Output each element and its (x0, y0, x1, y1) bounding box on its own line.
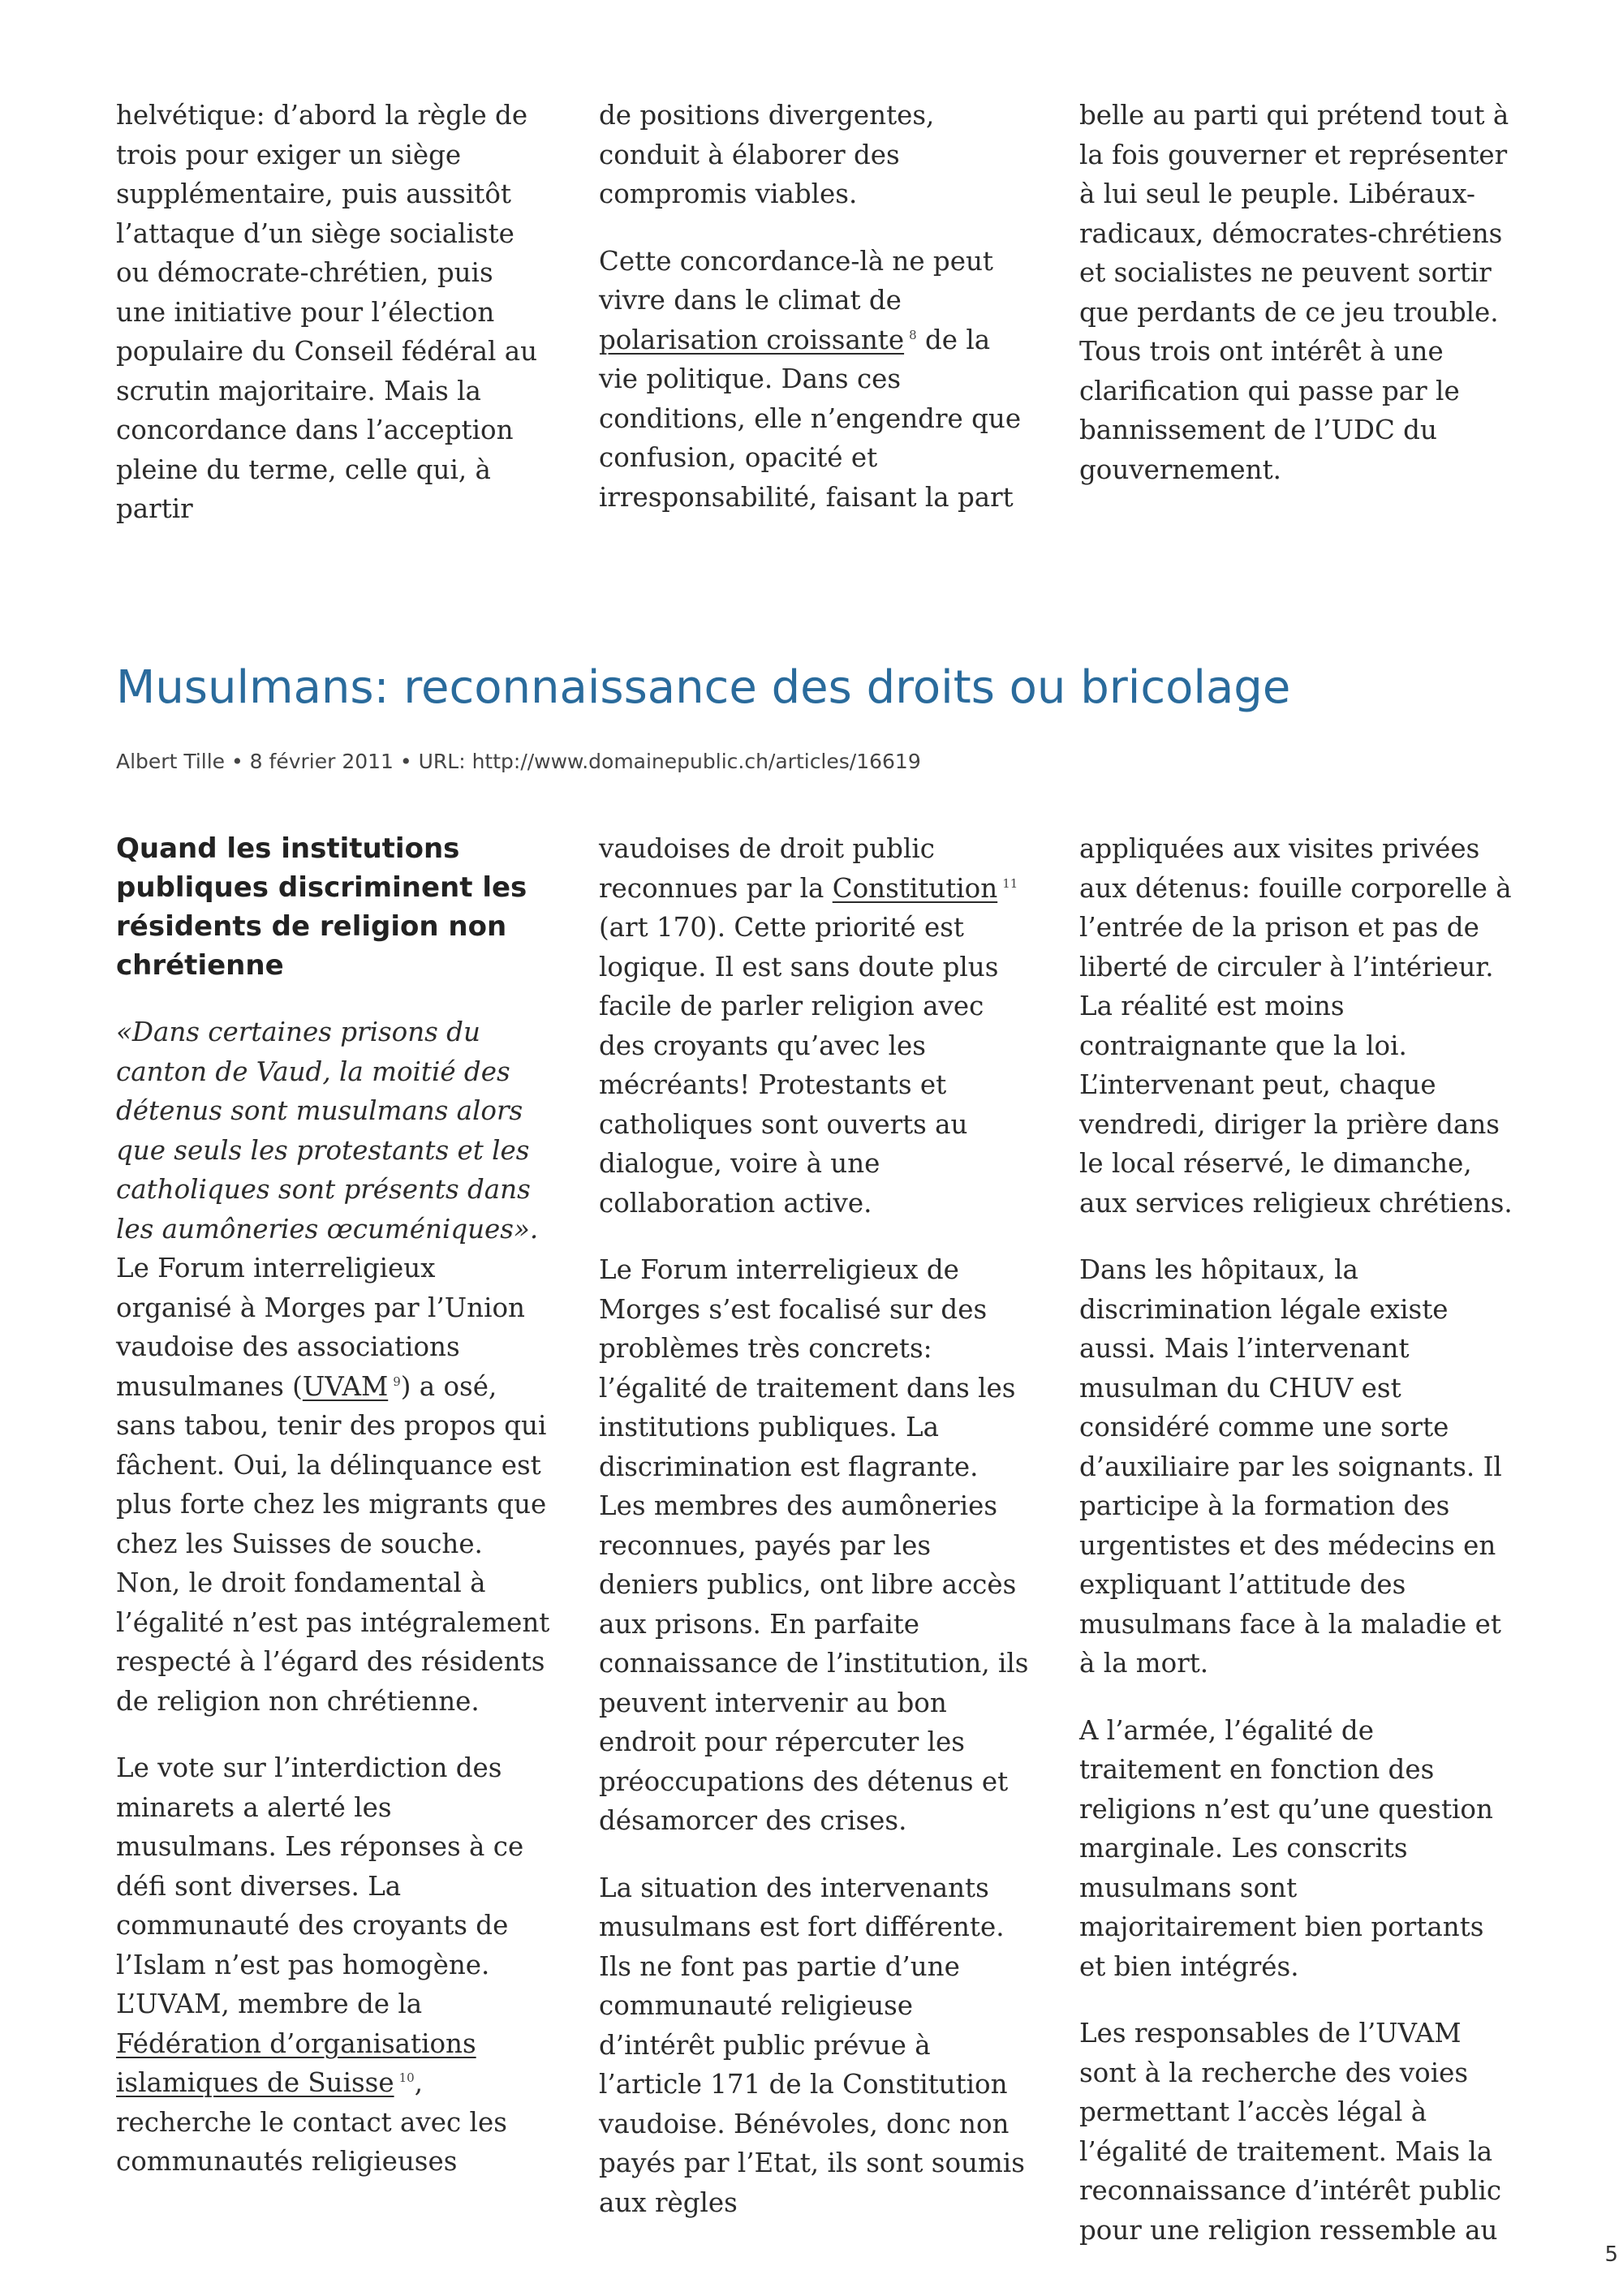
page-number: 5 (1604, 2242, 1618, 2267)
footnote-marker: 9 (393, 1374, 401, 1389)
top-column-1 (116, 96, 550, 557)
top-column-3 (1079, 96, 1513, 517)
paragraph: La situation des intervenants musulmans est fort différente. Ils ne font pas partie d’une communauté religieuse d’intérêt public prévue à l’article 171 de la Constitution vaudoise. Bénévoles, donc non payés par l’Etat, ils sont soumis aux règles (599, 1872, 1025, 2218)
link-polarisation[interactable]: polarisation croissante (599, 324, 905, 355)
footnote-marker: 10 (398, 2070, 415, 2086)
text-run: ) a osé, sans tabou, tenir des propos qui fâchent. Oui, la délinquance est plus forte chez les migrants que chez les Suisses de souche. Non, le droit fondamental à l’égalité n’est pas intégralement respecté à l’égard des résidents de religion non chrétienne. (116, 1370, 550, 1717)
paragraph: Les responsables de l’UVAM sont à la recherche des voies permettant l’accès légal à l’égalité de traitement. Mais la reconnaissance d’intérêt public pour une religion ressemble au (1079, 2018, 1502, 2246)
article-subhead: Quand les institutions publiques discriminent les résidents de religion non chrétienne (116, 832, 527, 982)
text-run: Le Forum interreligieux organisé à Morges par l’Union vaudoise des associations musulmanes ( (116, 1253, 525, 1402)
paragraph (599, 829, 1033, 1223)
text-run: Le vote sur l’interdiction des minarets a alerté les musulmans. Les réponses à ce défi sont diverses. La communauté des croyants de l’Islam n’est pas homogène. L’UVAM, membre de la (116, 1752, 524, 2019)
paragraph: de positions divergentes, conduit à élaborer des compromis viables. (599, 100, 935, 209)
text-run: vaudoises de droit public reconnues par la (599, 833, 935, 904)
link-constitution[interactable]: Constitution (832, 872, 998, 904)
paragraph: helvétique: d’abord la règle de trois pour exiger un siège supplémentaire, puis aussitôt l’attaque d’un siège socialiste ou démocrate-chrétien, puis une initiative pour l’élection populaire du Conseil fédéral au scrutin majoritaire. Mais la concordance dans l’acception pleine du terme, celle qui, à partir (116, 100, 538, 524)
paragraph (116, 1013, 550, 1721)
paragraph (116, 1748, 550, 2182)
article-column-3 (1079, 829, 1513, 2277)
link-federation[interactable]: Fédération d’organisations islamiques de Suisse (116, 2027, 476, 2098)
paragraph (599, 242, 1033, 518)
footnote-marker: 11 (1002, 875, 1018, 891)
article-column-2 (599, 829, 1033, 2250)
quote: «Dans certaines prisons du canton de Vaud, la moitié des détenus sont musulmans alors que seuls les protestants et les catholiques sont présents dans les aumôneries œcuméniques». (116, 1017, 539, 1245)
paragraph: appliquées aux visites privées aux détenus: fouille corporelle à l’entrée de la prison et pas de liberté de circuler à l’intérieur. La réalité est moins contraignante que la loi. L’intervenant peut, chaque vendredi, diriger la prière dans le local réservé, le dimanche, aux services religieux chrétiens. (1079, 833, 1513, 1219)
link-uvam[interactable]: UVAM (302, 1370, 389, 1402)
top-column-2 (599, 96, 1033, 544)
article-column-1 (116, 829, 550, 2209)
paragraph: Le Forum interreligieux de Morges s’est focalisé sur des problèmes très concrets: l’égalité de traitement dans les institutions publiques. La discrimination est flagrante. Les membres des aumôneries reconnues, payés par les deniers publics, ont libre accès aux prisons. En parfaite connaissance de l’institution, ils peuvent intervenir au bon endroit pour répercuter les préoccupations des détenus et désamorcer des crises. (599, 1254, 1029, 1836)
paragraph: Dans les hôpitaux, la discrimination légale existe aussi. Mais l’intervenant musulman du CHUV est considéré comme une sorte d’auxiliaire par les soignants. Il participe à la formation des urgentistes et des médecins en expliquant l’attitude des musulmans face à la maladie et à la mort. (1079, 1254, 1502, 1679)
paragraph: belle au parti qui prétend tout à la fois gouverner et représenter à lui seul le peuple. Libéraux-radicaux, démocrates-chrétiens et socialistes ne peuvent sortir que perdants de ce jeu trouble. Tous trois ont intérêt à une clarification qui passe par le bannissement de l’UDC du gouvernement. (1079, 100, 1509, 485)
article-byline: Albert Tille • 8 février 2011 • URL: http://www.domainepublic.ch/articles/16619 (116, 750, 921, 773)
text-run: (art 170). Cette priorité est logique. Il est sans doute plus facile de parler religion avec des croyants qu’avec les mécréants! Protestants et catholiques sont ouverts au dialogue, voire à une collaboration active. (599, 912, 999, 1219)
text-run: de la vie politique. Dans ces conditions, elle n’engendre que confusion, opacité et irresponsabilité, faisant la part (599, 324, 1022, 513)
text-run: Cette concordance-là ne peut vivre dans le climat de (599, 245, 993, 316)
paragraph: A l’armée, l’égalité de traitement en fonction des religions n’est qu’une question marginale. Les conscrits musulmans sont majoritairement bien portants et bien intégrés. (1079, 1714, 1493, 1982)
text-run: , recherche le contact avec les communautés religieuses (116, 2067, 507, 2177)
footnote-marker: 8 (909, 327, 917, 342)
article-title: Musulmans: reconnaissance des droits ou bricolage (116, 661, 1291, 714)
